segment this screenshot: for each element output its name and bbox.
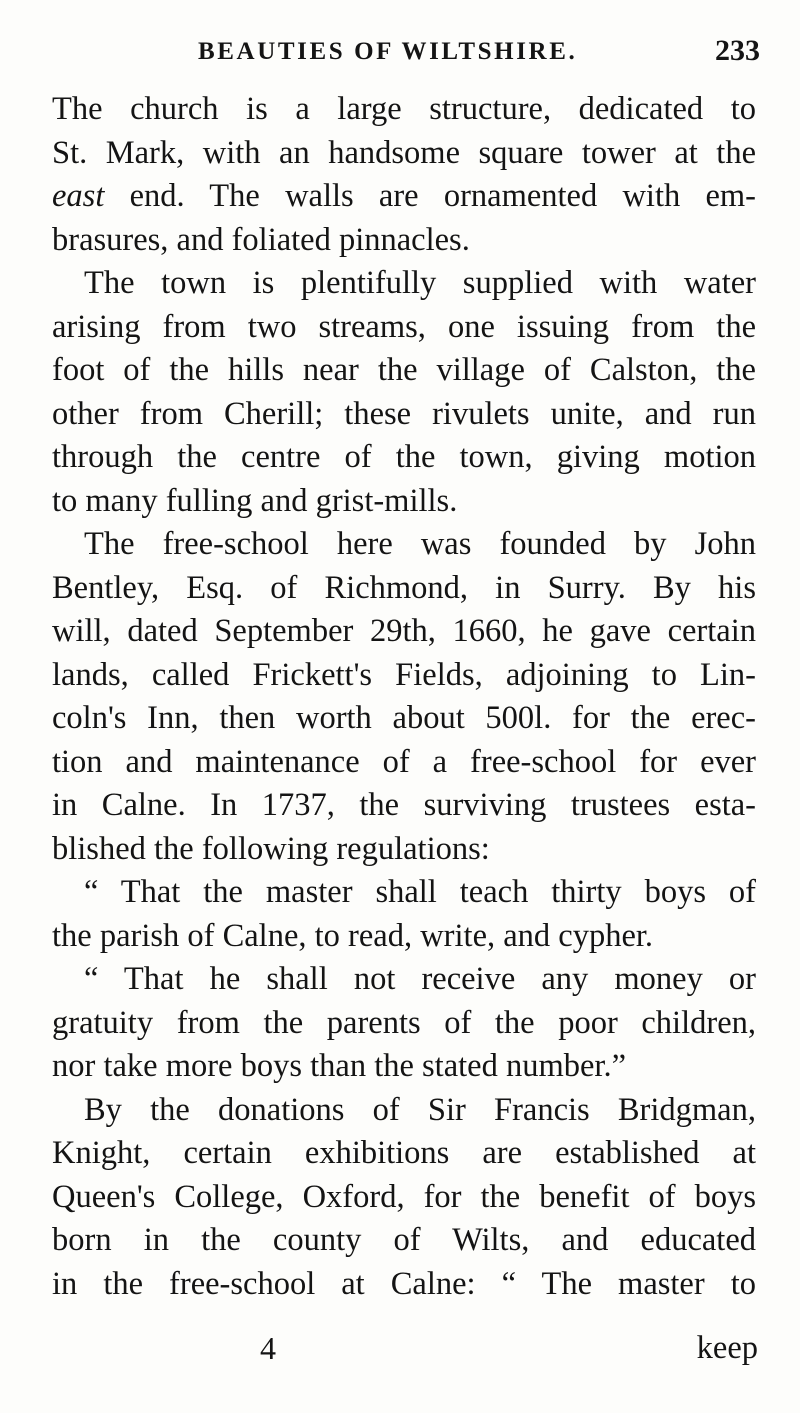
text-line: to many fulling and grist-mills.: [52, 482, 458, 519]
text-line: Queen's College, Oxford, for the benefit of boys: [52, 1178, 756, 1215]
text-line: in Calne. In 1737, the surviving trustees esta-: [52, 787, 756, 823]
text-line-rest: end. The walls are ornamented with em-: [129, 178, 757, 214]
text-line: The free-school here was founded by John: [84, 526, 756, 562]
running-title: BEAUTIES OF WILTSHIRE.: [198, 38, 578, 65]
text-line: in the free-school at Calne: “ The master to: [52, 1265, 756, 1302]
text-line: gratuity from the parents of the poor children,: [52, 1004, 756, 1041]
text-line: coln's Inn, then worth about 500l. for the erec-: [52, 700, 756, 736]
text-line: nor take more boys than the stated number.”: [52, 1048, 627, 1084]
text-line: will, dated September 29th, 1660, he gave certain: [52, 613, 756, 649]
text-line: St. Mark, with an handsome square tower at the: [52, 134, 756, 171]
text-line: “ That he shall not receive any money or: [84, 961, 756, 997]
page-header: [48, 34, 768, 74]
text-line: foot of the hills near the village of Calston, the: [52, 352, 756, 388]
text-line: brasures, and foliated pinnacles.: [52, 221, 470, 258]
text-line: arising from two streams, one issuing from the: [52, 308, 756, 345]
page-number: 233: [715, 34, 760, 67]
text-line: the parish of Calne, to read, write, and cypher.: [52, 917, 654, 954]
text-line: [52, 175, 756, 219]
text-line: born in the county of Wilts, and educated: [52, 1222, 756, 1258]
body-text: [52, 88, 756, 1306]
signature-mark: 4: [260, 1330, 276, 1366]
text-line: blished the following regulations:: [52, 830, 490, 867]
text-line: The town is plentifully supplied with water: [84, 265, 756, 301]
text-line: tion and maintenance of a free-school for ever: [52, 743, 756, 780]
text-line: “ That the master shall teach thirty boys of: [84, 874, 756, 910]
italic-word: east: [52, 178, 105, 214]
text-line: By the donations of Sir Francis Bridgman,: [84, 1091, 756, 1128]
text-line: other from Cherill; these rivulets unite, and run: [52, 395, 756, 432]
text-line: through the centre of the town, giving motion: [52, 439, 756, 475]
text-line: lands, called Frickett's Fields, adjoining to Lin-: [52, 656, 756, 693]
page-footer: [48, 1330, 758, 1374]
text-line: Knight, certain exhibitions are established at: [52, 1135, 756, 1171]
text-line: The church is a large structure, dedicated to: [52, 91, 756, 127]
text-line: Bentley, Esq. of Richmond, in Surry. By his: [52, 569, 756, 606]
catchword: keep: [696, 1330, 758, 1366]
